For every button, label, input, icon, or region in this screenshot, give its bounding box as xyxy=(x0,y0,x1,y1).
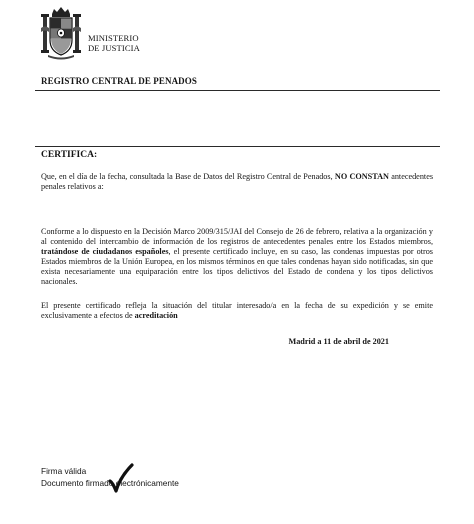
registry-title: REGISTRO CENTRAL DE PENADOS xyxy=(41,76,197,86)
paragraph-legal-basis xyxy=(41,227,433,287)
ministry-line-2: DE JUSTICIA xyxy=(88,43,140,53)
paragraph-scope-text: El presente certificado refleja la situación del titular interesado/a en la fecha de su expedición y se emite exclusivamente a efectos de xyxy=(41,301,433,320)
paragraph-result-bold: NO CONSTAN xyxy=(334,172,389,181)
paragraph-scope xyxy=(41,301,433,321)
certifica-heading: CERTIFICA: xyxy=(41,150,98,160)
paragraph-scope-bold: acreditación xyxy=(134,311,178,320)
checkmark-icon xyxy=(108,463,134,495)
section-divider xyxy=(35,146,440,147)
ministry-line-1: MINISTERIO xyxy=(88,33,139,43)
signature-valid-label: Firma válida xyxy=(41,466,87,476)
paragraph-result xyxy=(41,172,433,192)
header-divider xyxy=(35,90,440,91)
paragraph-legal-text-1: Conforme a lo dispuesto en la Decisión Marco 2009/315/JAI del Consejo de 26 de febrero, relativa a la organización y al contenido del intercambio de información de los registros de antecedentes penales entre los Estados miembros, xyxy=(41,227,433,246)
coat-of-arms-icon xyxy=(40,6,82,60)
paragraph-legal-bold: tratándose de ciudadanos españoles xyxy=(41,247,169,256)
paragraph-result-text-1: Que, en el día de la fecha, consultada la Base de Datos del Registro Central de Penados, xyxy=(41,172,333,181)
issue-date: Madrid a 11 de abril de 2021 xyxy=(288,337,389,346)
paragraph-legal-text-2: , el presente certificado incluye, en su caso, las condenas impuestas por otros Estados miembros de la Unión Europea, en los mismos términos en que tales condenas hayan sido notificadas, sin que exista necesariamente una equiparación entre los tipos delictivos del Estado de condena y los tipos delictivos nacionales. xyxy=(41,247,433,286)
signature-signed-label: Documento firmado electrónicamente xyxy=(41,478,179,488)
ministry-name xyxy=(88,33,140,53)
paragraph-result-text-2: antecedentes penales relativos a: xyxy=(41,172,434,191)
